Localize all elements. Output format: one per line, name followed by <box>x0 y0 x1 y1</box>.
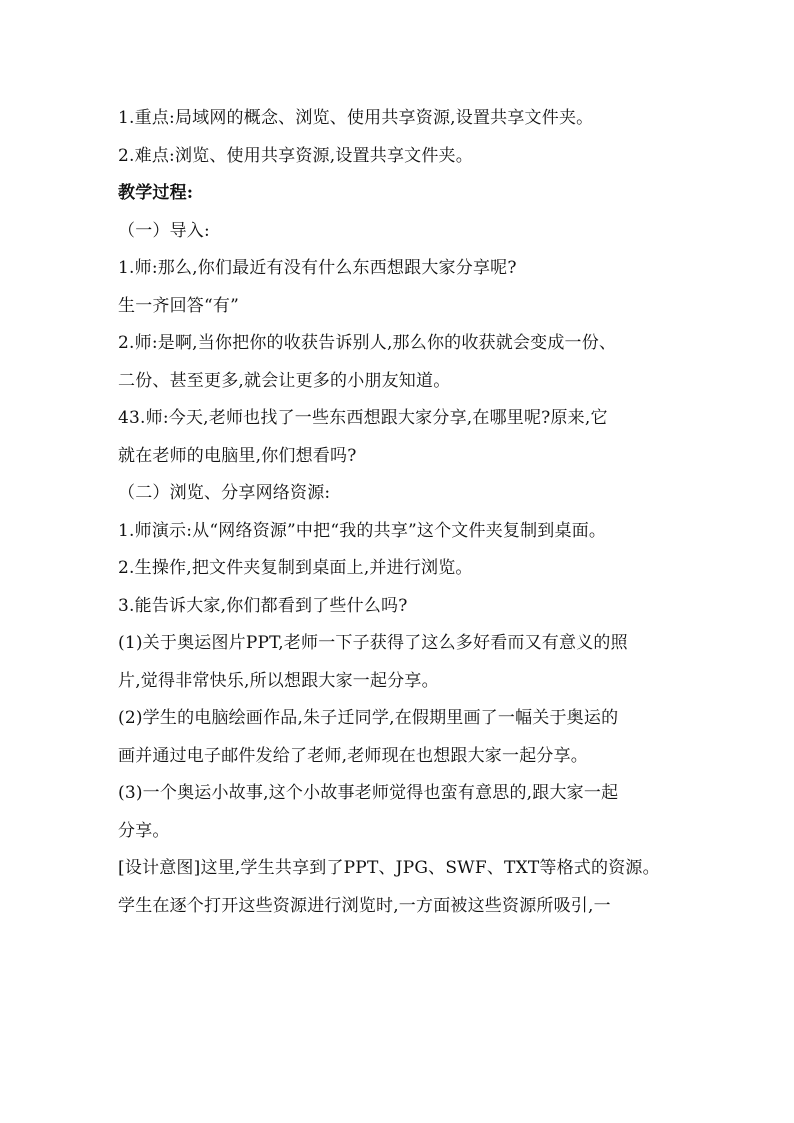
subsection-title: （二）浏览、分享网络资源: <box>118 483 331 503</box>
paragraph-line: 43.师:今天,老师也找了一些东西想跟大家分享,在哪里呢?原来,它 <box>118 408 608 428</box>
paragraph-line: (1)关于奥运图片PPT,老师一下子获得了这么多好看而又有意义的照 <box>118 633 628 653</box>
paragraph-line: 1.师:那么,你们最近有没有什么东西想跟大家分享呢? <box>118 258 517 278</box>
paragraph-line: 1.师演示:从“网络资源”中把“我的共享”这个文件夹复制到桌面。 <box>118 520 607 541</box>
section-heading: 教学过程: <box>118 183 194 203</box>
paragraph-line: [设计意图]这里,学生共享到了PPT、JPG、SWF、TXT等格式的资源。 <box>118 858 660 878</box>
paragraph-line: 片,觉得非常快乐,所以想跟大家一起分享。 <box>118 670 439 691</box>
paragraph-line: 画并通过电子邮件发给了老师,老师现在也想跟大家一起分享。 <box>118 745 589 766</box>
paragraph-line: (2)学生的电脑绘画作品,朱子迁同学,在假期里画了一幅关于奥运的 <box>118 708 619 728</box>
paragraph-line: 2.难点:浏览、使用共享资源,设置共享文件夹。 <box>118 145 473 166</box>
paragraph-line: (3)一个奥运小故事,这个小故事老师觉得也蛮有意思的,跟大家一起 <box>118 783 619 803</box>
paragraph-line: 学生在逐个打开这些资源进行浏览时,一方面被这些资源所吸引,一 <box>118 895 611 916</box>
paragraph-line: 生一齐回答“有” <box>118 295 239 316</box>
paragraph-line: 二份、甚至更多,就会让更多的小朋友知道。 <box>118 370 451 391</box>
paragraph-line: 3.能告诉大家,你们都看到了些什么吗? <box>118 595 408 616</box>
paragraph-line: 2.生操作,把文件夹复制到桌面上,并进行浏览。 <box>118 558 473 578</box>
document-body <box>118 100 678 925</box>
paragraph-line: 分享。 <box>118 820 170 841</box>
paragraph-line: 2.师:是啊,当你把你的收获告诉别人,那么你的收获就会变成一份、 <box>118 333 617 353</box>
paragraph-line: 1.重点:局域网的概念、浏览、使用共享资源,设置共享文件夹。 <box>118 108 594 128</box>
subsection-title: （一）导入: <box>118 220 210 241</box>
paragraph-line: 就在老师的电脑里,你们想看吗? <box>118 445 357 466</box>
